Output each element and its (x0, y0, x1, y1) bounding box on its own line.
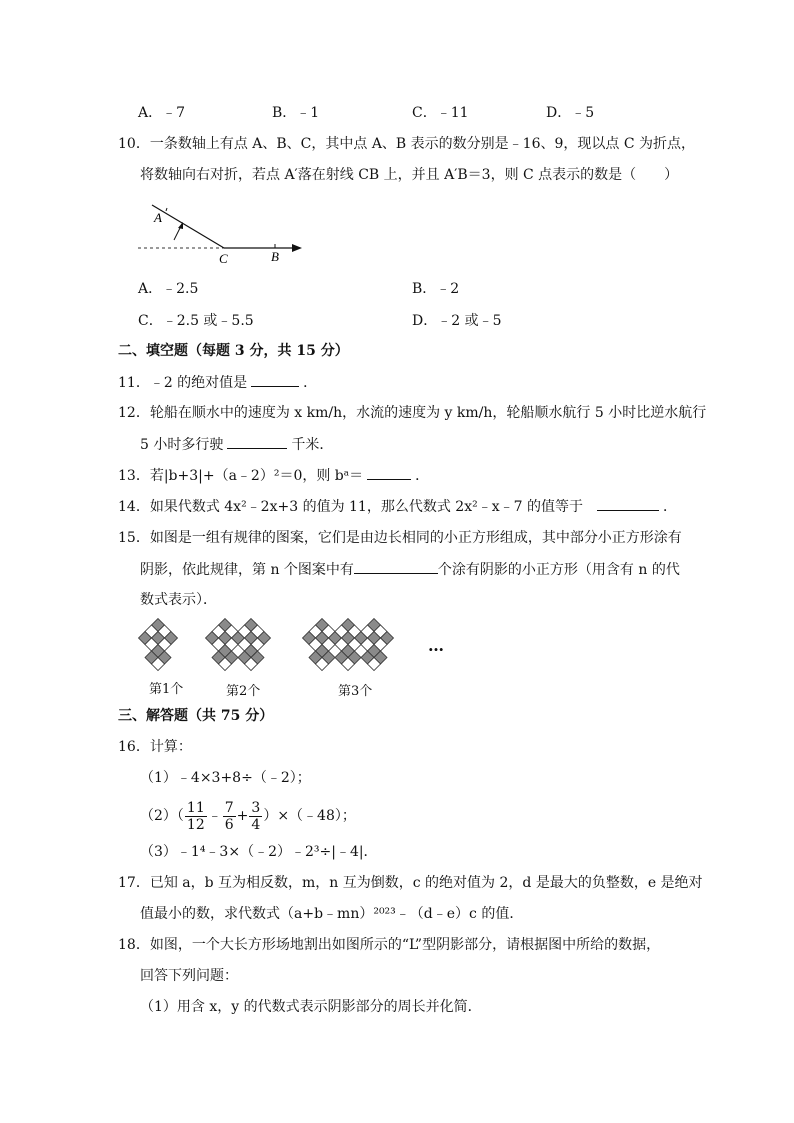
plus-sign: + (236, 808, 249, 824)
q9-option-b: B．﹣1 (272, 105, 320, 121)
q10-label-b: B (271, 249, 279, 264)
fraction-11-12 (185, 800, 207, 833)
q18-line2: 回答下列问题： (140, 968, 238, 984)
q10-number-line-figure (138, 198, 308, 266)
q14-end: ． (662, 499, 677, 515)
caption-1: 第1个 (149, 682, 184, 697)
q13-text: 13．若|b+3|+（a﹣2）²＝0，则 bᵃ＝ (118, 468, 364, 484)
fraction-denominator: 6 (224, 816, 234, 833)
q15-line1: 15．如图是一组有规律的图案，它们是由边长相同的小正方形组成，其中部分小正方形涂有 (118, 530, 682, 546)
caption-2: 第2个 (226, 684, 261, 699)
minus-sign: ﹣ (207, 808, 222, 824)
fraction-7-6 (223, 800, 236, 833)
q14-text: 14．如果代数式 4x²﹣2x+3 的值为 11，那么代数式 2x²﹣x﹣7 的值等于 (118, 499, 583, 515)
q16-title: 16．计算： (118, 739, 192, 755)
q13-blank (367, 465, 411, 480)
q18-part1: （1）用含 x，y 的代数式表示阴影部分的周长并化简． (140, 999, 482, 1015)
q10-label-a: A (154, 210, 162, 225)
q10-line2: 将数轴向右对折，若点 A′落在射线 CB 上，并且 A′B＝3，则 C 点表示的数是（ ） (140, 167, 679, 183)
q10-option-a: A．﹣2.5 (138, 281, 199, 297)
q12-text: 5 小时多行驶 (140, 437, 224, 453)
q16-part1: （1）﹣4×3+8÷（﹣2）； (140, 770, 311, 786)
q15-pattern-figure (136, 618, 456, 676)
q17-line1: 17．已知 a，b 互为相反数，m，n 互为倒数，c 的绝对值为 2，d 是最大的负整数，e 是绝对 (118, 875, 703, 891)
fraction-3-4 (249, 800, 262, 833)
pattern-1 (139, 619, 178, 671)
q10-option-d: D．﹣2 或﹣5 (412, 313, 502, 329)
q17-line2: 值最小的数，求代数式（a+b﹣mn）²⁰²³﹣（d﹣e）c 的值． (140, 906, 524, 922)
fraction-numerator: 11 (186, 799, 205, 816)
fraction-denominator: 12 (186, 816, 205, 833)
q9-option-a: A．﹣7 (138, 105, 186, 121)
q11-end: ． (303, 375, 318, 391)
q16-part2 (140, 796, 356, 836)
q16-p2-close: ）×（﹣48）； (263, 808, 356, 824)
q12-line1: 12．轮船在顺水中的速度为 x km/h，水流的速度为 y km/h，轮船顺水航行 5 小时比逆水航行 (118, 405, 707, 421)
q15-ellipsis: … (428, 636, 444, 655)
q10-line1: 10．一条数轴上有点 A、B、C，其中点 A、B 表示的数分别是﹣16、9，现以点 C 为折点， (118, 136, 696, 152)
q11-blank (251, 372, 299, 387)
q15-text: 阴影，依此规律，第 n 个图案中有 (140, 562, 354, 578)
q16-part3: （3）﹣1⁴﹣3×（﹣2）﹣2³÷|﹣4|． (140, 844, 378, 860)
q10-label-c: C (219, 251, 228, 266)
q13-end: ． (415, 468, 430, 484)
q11-text: 11．﹣2 的绝对值是 (118, 375, 248, 391)
section2-heading: 二、填空题（每题 3 分，共 15 分） (118, 343, 349, 359)
q12-line2 (140, 434, 333, 455)
q15-text-2: 个涂有阴影的小正方形（用含有 n 的代 (437, 562, 680, 578)
q10-option-b: B．﹣2 (412, 281, 460, 297)
q15-blank (354, 559, 438, 574)
q12-end: 千米． (291, 437, 334, 453)
q12-blank (227, 434, 287, 449)
q11 (118, 372, 317, 393)
fraction-denominator: 4 (251, 816, 261, 833)
q14-blank (597, 496, 659, 511)
q16-p2-open: （2）（ (140, 808, 184, 824)
q9-option-c: C．﹣11 (412, 105, 469, 121)
pattern-2 (206, 619, 271, 671)
q15-line3: 数式表示）． (140, 592, 217, 608)
fraction-numerator: 3 (251, 799, 261, 816)
caption-3: 第3个 (338, 684, 373, 699)
q18-line1: 18．如图，一个大长方形场地割出如图所示的“L”型阴影部分，请根据图中所给的数据， (118, 937, 661, 953)
q14 (118, 496, 677, 517)
pattern-3 (303, 619, 394, 671)
q9-option-d: D．﹣5 (546, 105, 595, 121)
fraction-numerator: 7 (224, 799, 234, 816)
q10-option-c: C．﹣2.5 或﹣5.5 (138, 313, 254, 329)
q15-line2 (140, 559, 680, 580)
section3-heading: 三、解答题（共 75 分） (118, 708, 274, 724)
q13 (118, 465, 429, 486)
